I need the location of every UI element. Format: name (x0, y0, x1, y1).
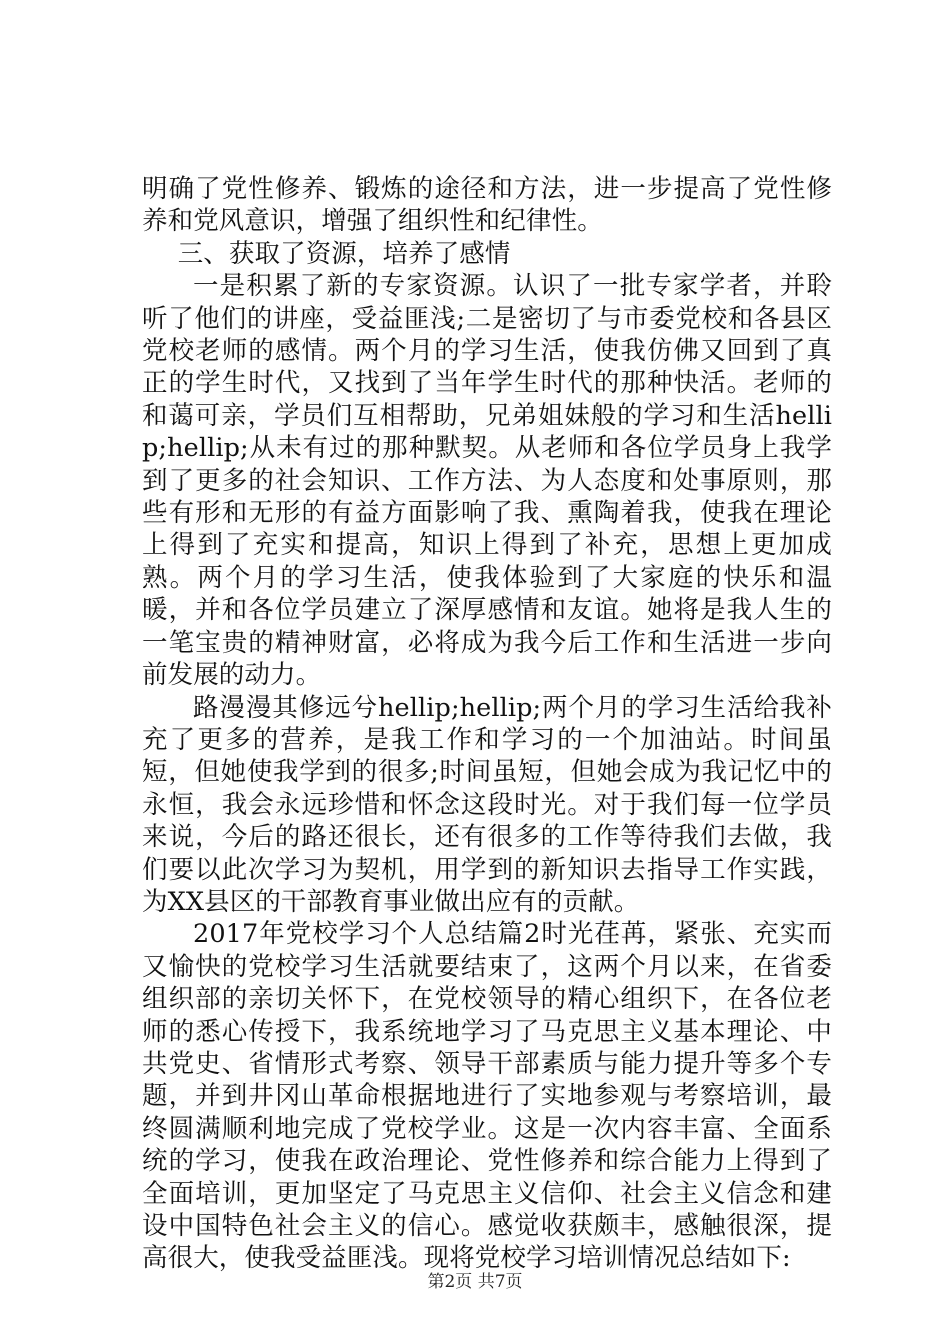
section-heading: 三、获取了资源，培养了感情 (177, 238, 511, 269)
paragraph-resources: 一是积累了新的专家资源。认识了一批专家学者，并聆听了他们的讲座，受益匪浅;二是密切了与市委党校和各县区党校老师的感情。两个月的学习生活，使我仿佛又回到了真正的学生时代，又找到了当年学生时代的那种快活。老师的和蔼可亲，学员们互相帮助，兄弟姐妹般的学习和生活hellip;hellip;从未有过的那种默契。从老师和各位学员身上我学到了更多的社会知识、工作方法、为人态度和处事原则，那些有形和无形的有益方面影响了我、熏陶着我，使我在理论上得到了充实和提高，知识上得到了补充，思想上更加成熟。两个月的学习生活，使我体验到了大家庭的快乐和温暖，并和各位学员建立了深厚感情和友谊。她将是我人生的一笔宝贵的精神财富，必将成为我今后工作和生活进一步向前发展的动力。 (142, 271, 832, 691)
paragraph-article-2: 2017年党校学习个人总结篇2时光荏苒，紧张、充实而又愉快的党校学习生活就要结束了，这两个月以来，在省委组织部的亲切关怀下，在党校领导的精心组织下，在各位老师的悉心传授下，我系统地学习了马克思主义基本理论、中共党史、省情形式考察、领导干部素质与能力提升等多个专题，并到井冈山革命根据地进行了实地参观与考察培训，最终圆满顺利地完成了党校学业。这是一次内容丰富、全面系统的学习，使我在政治理论、党性修养和综合能力上得到了全面培训，更加坚定了马克思主义信仰、社会主义信念和建设中国特色社会主义的信心。感觉收获颇丰，感触很深，提高很大，使我受益匪浅。现将党校学习培训情况总结如下: (142, 919, 832, 1274)
document-body (142, 173, 832, 1275)
page-footer: 第2页 共7页 (427, 1272, 523, 1292)
paragraph-conclusion: 路漫漫其修远兮hellip;hellip;两个月的学习生活给我补充了更多的营养，是我工作和学习的一个加油站。时间虽短，但她使我学到的很多;时间虽短，但她会成为我记忆中的永恒，我会永远珍惜和怀念这段时光。对于我们每一位学员来说，今后的路还很长，还有很多的工作等待我们去做，我们要以此次学习为契机，用学到的新知识去指导工作实践，为XX县区的干部教育事业做出应有的贡献。 (142, 692, 832, 917)
paragraph-continuation: 明确了党性修养、锻炼的途径和方法，进一步提高了党性修养和党风意识，增强了组织性和纪律性。 (142, 174, 832, 237)
